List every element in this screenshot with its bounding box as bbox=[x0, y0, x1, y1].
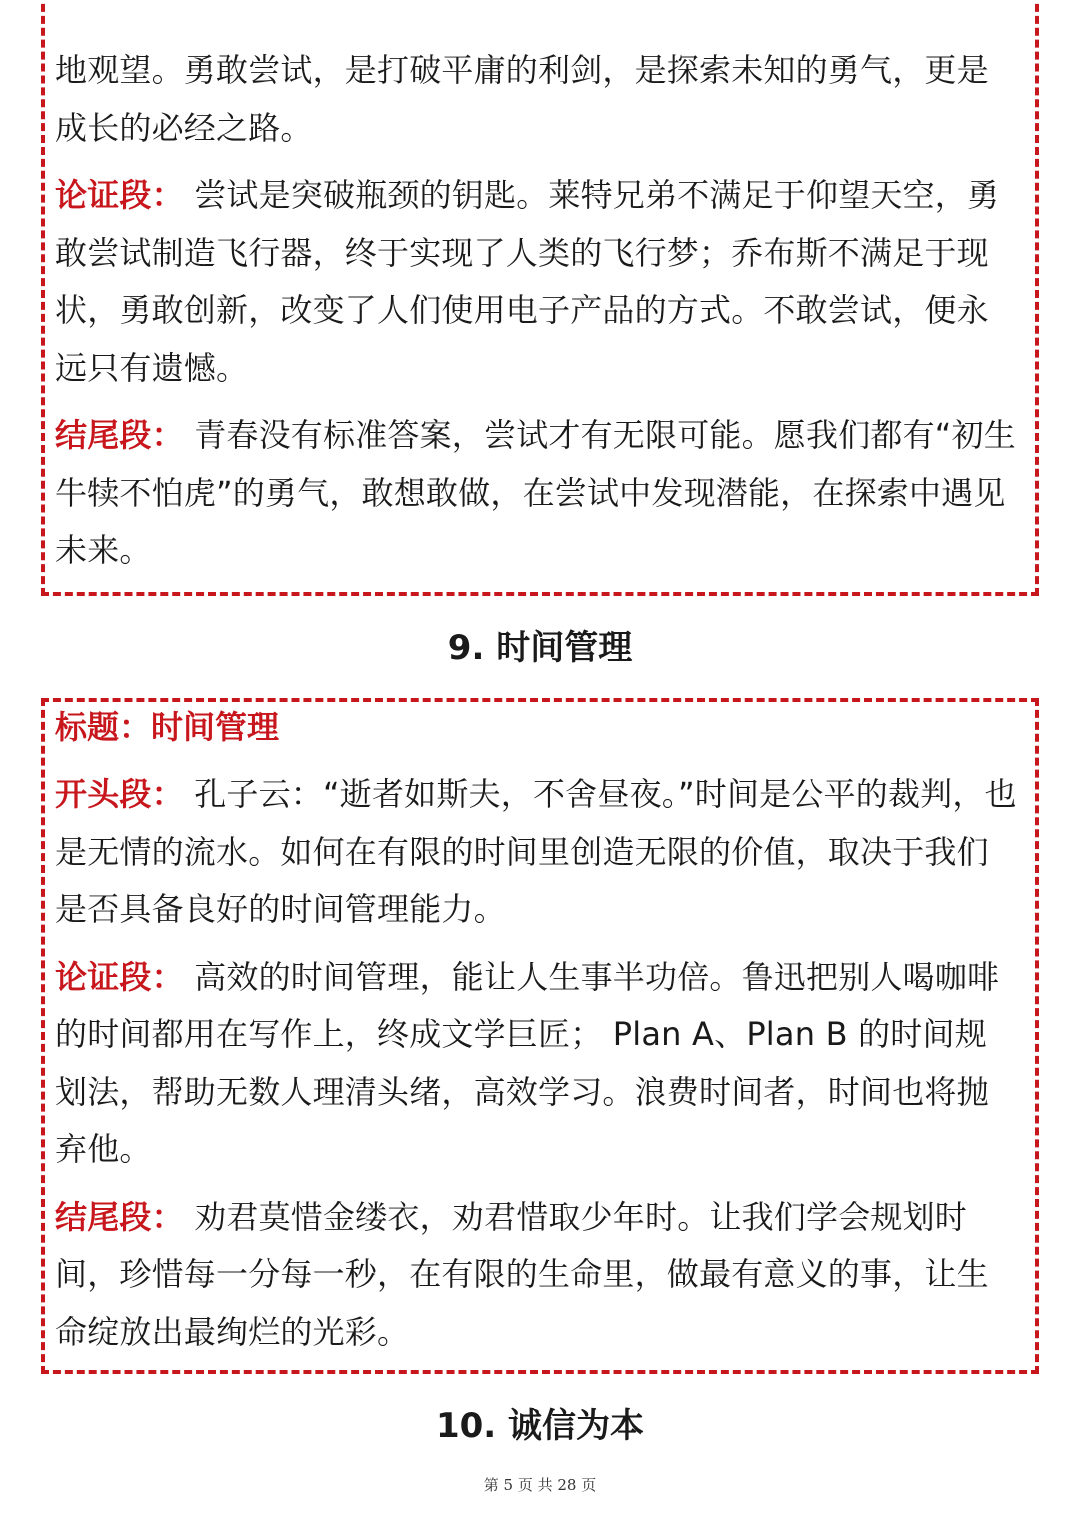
argument-paragraph bbox=[55, 949, 1017, 1179]
essay-box-trying bbox=[41, 0, 1039, 596]
essay-box-time-management bbox=[41, 698, 1039, 1374]
continuation-text: 地观望。勇敢尝试，是打破平庸的利剑，是探索未知的勇气，更是成长的必经之路。 bbox=[55, 51, 989, 147]
argument-label: 论证段： bbox=[55, 176, 184, 214]
section-heading-9: 9. 时间管理 bbox=[447, 628, 633, 668]
ending-paragraph bbox=[55, 407, 1017, 580]
ending-text: 劝君莫惜金缕衣，劝君惜取少年时。让我们学会规划时间，珍惜每一分每一秒，在有限的生命里，做最有意义的事，让生命绽放出最绚烂的光彩。 bbox=[55, 1197, 989, 1351]
section-heading-10: 10. 诚信为本 bbox=[435, 1406, 645, 1446]
page-footer: 第 5 页 共 28 页 bbox=[483, 1476, 597, 1494]
argument-paragraph bbox=[55, 167, 1017, 397]
opening-paragraph bbox=[55, 766, 1017, 939]
argument-text: 尝试是突破瓶颈的钥匙。莱特兄弟不满足于仰望天空，勇敢尝试制造飞行器，终于实现了人类的飞行梦；乔布斯不满足于现状，勇敢创新，改变了人们使用电子产品的方式。不敢尝试，便永远只有遗憾。 bbox=[55, 176, 1000, 387]
ending-label: 结尾段： bbox=[55, 1197, 184, 1236]
essay-title-line: 标题：时间管理 bbox=[55, 708, 280, 746]
argument-text: 高效的时间管理，能让人生事半功倍。鲁迅把别人喝咖啡的时间都用在写作上，终成文学巨匠； Plan A、Plan B 的时间规划法，帮助无数人理清头绪，高效学习。浪费时间者，时间也将抛弃他。 bbox=[55, 957, 1000, 1168]
ending-label: 结尾段： bbox=[55, 416, 184, 454]
ending-paragraph bbox=[55, 1189, 1017, 1362]
argument-label: 论证段： bbox=[55, 957, 184, 996]
continuation-paragraph bbox=[55, 42, 1017, 157]
opening-text: 孔子云：“逝者如斯夫，不舍昼夜。”时间是公平的裁判，也是无情的流水。如何在有限的时间里创造无限的价值，取决于我们是否具备良好的时间管理能力。 bbox=[55, 775, 1017, 928]
opening-label: 开头段： bbox=[55, 775, 184, 813]
ending-text: 青春没有标准答案，尝试才有无限可能。愿我们都有“初生牛犊不怕虎”的勇气，敢想敢做，在尝试中发现潜能，在探索中遇见未来。 bbox=[55, 416, 1016, 569]
